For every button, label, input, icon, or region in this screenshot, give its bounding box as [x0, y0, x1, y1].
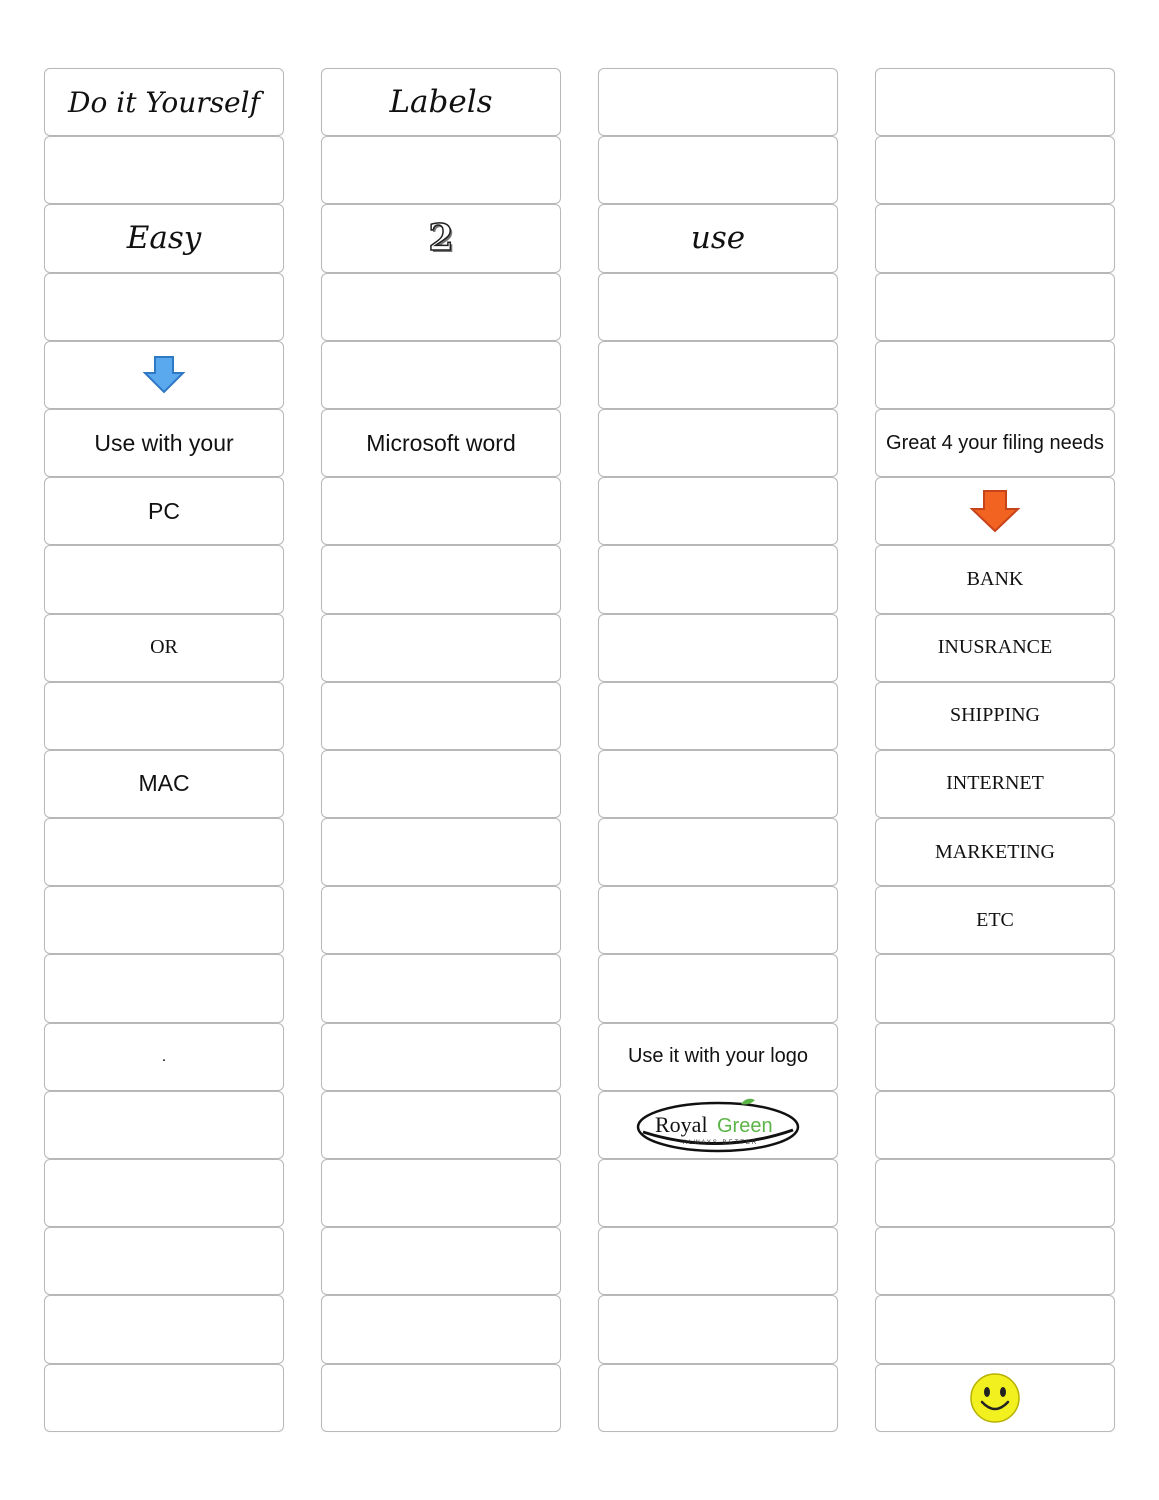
label-cell	[321, 545, 561, 613]
label-cell	[598, 1295, 838, 1363]
label-cell	[598, 409, 838, 477]
or-text: OR	[150, 636, 178, 659]
label-cell	[44, 886, 284, 954]
label-cell	[598, 886, 838, 954]
category-marketing: MARKETING	[935, 840, 1055, 863]
label-cell	[875, 341, 1115, 409]
label-cell	[44, 1091, 284, 1159]
dot-text: .	[161, 1047, 167, 1065]
label-cell	[321, 409, 561, 477]
label-cell	[44, 1023, 284, 1091]
two-text: 2	[428, 217, 454, 260]
label-cell	[321, 1023, 561, 1091]
label-cell	[598, 954, 838, 1022]
label-cell	[875, 818, 1115, 886]
label-cell	[598, 477, 838, 545]
label-cell	[598, 273, 838, 341]
category-etc: ETC	[976, 908, 1014, 931]
label-cell	[875, 477, 1115, 545]
use-text: use	[690, 220, 746, 257]
microsoft-word-text: Microsoft word	[366, 429, 516, 456]
use-with-logo-text: Use it with your logo	[627, 1045, 809, 1068]
label-cell	[44, 818, 284, 886]
label-cell	[321, 954, 561, 1022]
label-cell	[875, 750, 1115, 818]
label-cell	[875, 273, 1115, 341]
easy-text: Easy	[126, 220, 202, 257]
do-it-yourself-text: Do it Yourself	[68, 85, 260, 119]
label-cell	[44, 1295, 284, 1363]
label-cell	[875, 886, 1115, 954]
label-cell	[321, 477, 561, 545]
label-cell	[44, 273, 284, 341]
label-cell	[875, 1091, 1115, 1159]
label-cell	[44, 750, 284, 818]
label-cell	[321, 68, 561, 136]
label-cell	[44, 1159, 284, 1227]
label-column-3	[598, 68, 838, 1432]
label-cell	[598, 682, 838, 750]
label-cell	[875, 954, 1115, 1022]
category-insurance: INUSRANCE	[937, 636, 1053, 659]
label-cell	[321, 750, 561, 818]
label-cell	[875, 1159, 1115, 1227]
mac-text: MAC	[138, 770, 190, 797]
label-cell	[598, 1023, 838, 1091]
label-cell	[875, 1023, 1115, 1091]
label-cell	[598, 68, 838, 136]
label-cell	[321, 273, 561, 341]
category-bank: BANK	[966, 567, 1024, 590]
label-cell	[875, 204, 1115, 272]
logo-royal-text: Royal	[655, 1111, 708, 1137]
label-cell	[598, 204, 838, 272]
use-with-your-text: Use with your	[94, 429, 234, 456]
arrow-down-blue-icon	[142, 355, 186, 395]
label-cell	[44, 545, 284, 613]
category-shipping: SHIPPING	[949, 704, 1041, 727]
label-cell	[44, 477, 284, 545]
label-cell	[875, 545, 1115, 613]
label-column-2	[321, 68, 561, 1432]
logo-tagline-text: ALWAYS BETTER	[683, 1139, 759, 1146]
royal-green-logo	[633, 1094, 803, 1156]
label-cell	[44, 136, 284, 204]
label-cell	[44, 1364, 284, 1432]
category-internet: INTERNET	[946, 772, 1044, 795]
label-cell	[44, 954, 284, 1022]
label-cell	[598, 614, 838, 682]
label-cell	[875, 1364, 1115, 1432]
label-cell	[321, 1295, 561, 1363]
label-cell	[44, 682, 284, 750]
label-cell	[321, 886, 561, 954]
label-cell	[598, 1091, 838, 1159]
smiley-face-icon	[969, 1372, 1021, 1424]
arrow-down-orange-icon	[969, 489, 1021, 533]
label-cell	[875, 614, 1115, 682]
label-cell	[598, 818, 838, 886]
label-cell	[44, 68, 284, 136]
label-cell	[875, 68, 1115, 136]
label-cell	[875, 1227, 1115, 1295]
label-cell	[321, 682, 561, 750]
label-cell	[598, 1159, 838, 1227]
pc-text: PC	[148, 497, 180, 524]
labels-text: Labels	[389, 84, 493, 121]
label-cell	[875, 409, 1115, 477]
label-cell	[321, 341, 561, 409]
label-column-4	[875, 68, 1115, 1432]
logo-green-text: Green	[717, 1114, 773, 1137]
label-column-1	[44, 68, 284, 1432]
label-cell	[321, 136, 561, 204]
label-cell	[321, 1227, 561, 1295]
label-cell	[875, 136, 1115, 204]
label-cell	[44, 614, 284, 682]
label-cell	[875, 1295, 1115, 1363]
label-cell	[598, 1227, 838, 1295]
label-cell	[321, 1364, 561, 1432]
label-cell	[598, 1364, 838, 1432]
label-cell	[44, 341, 284, 409]
label-cell	[321, 204, 561, 272]
label-cell	[321, 1159, 561, 1227]
label-cell	[321, 1091, 561, 1159]
label-cell	[598, 545, 838, 613]
label-cell	[44, 1227, 284, 1295]
label-cell	[598, 750, 838, 818]
label-cell	[598, 136, 838, 204]
label-cell	[321, 614, 561, 682]
label-cell	[44, 409, 284, 477]
label-cell	[598, 341, 838, 409]
label-cell	[321, 818, 561, 886]
label-cell	[44, 204, 284, 272]
label-cell	[875, 682, 1115, 750]
great-filing-needs-text: Great 4 your filing needs	[886, 431, 1104, 454]
